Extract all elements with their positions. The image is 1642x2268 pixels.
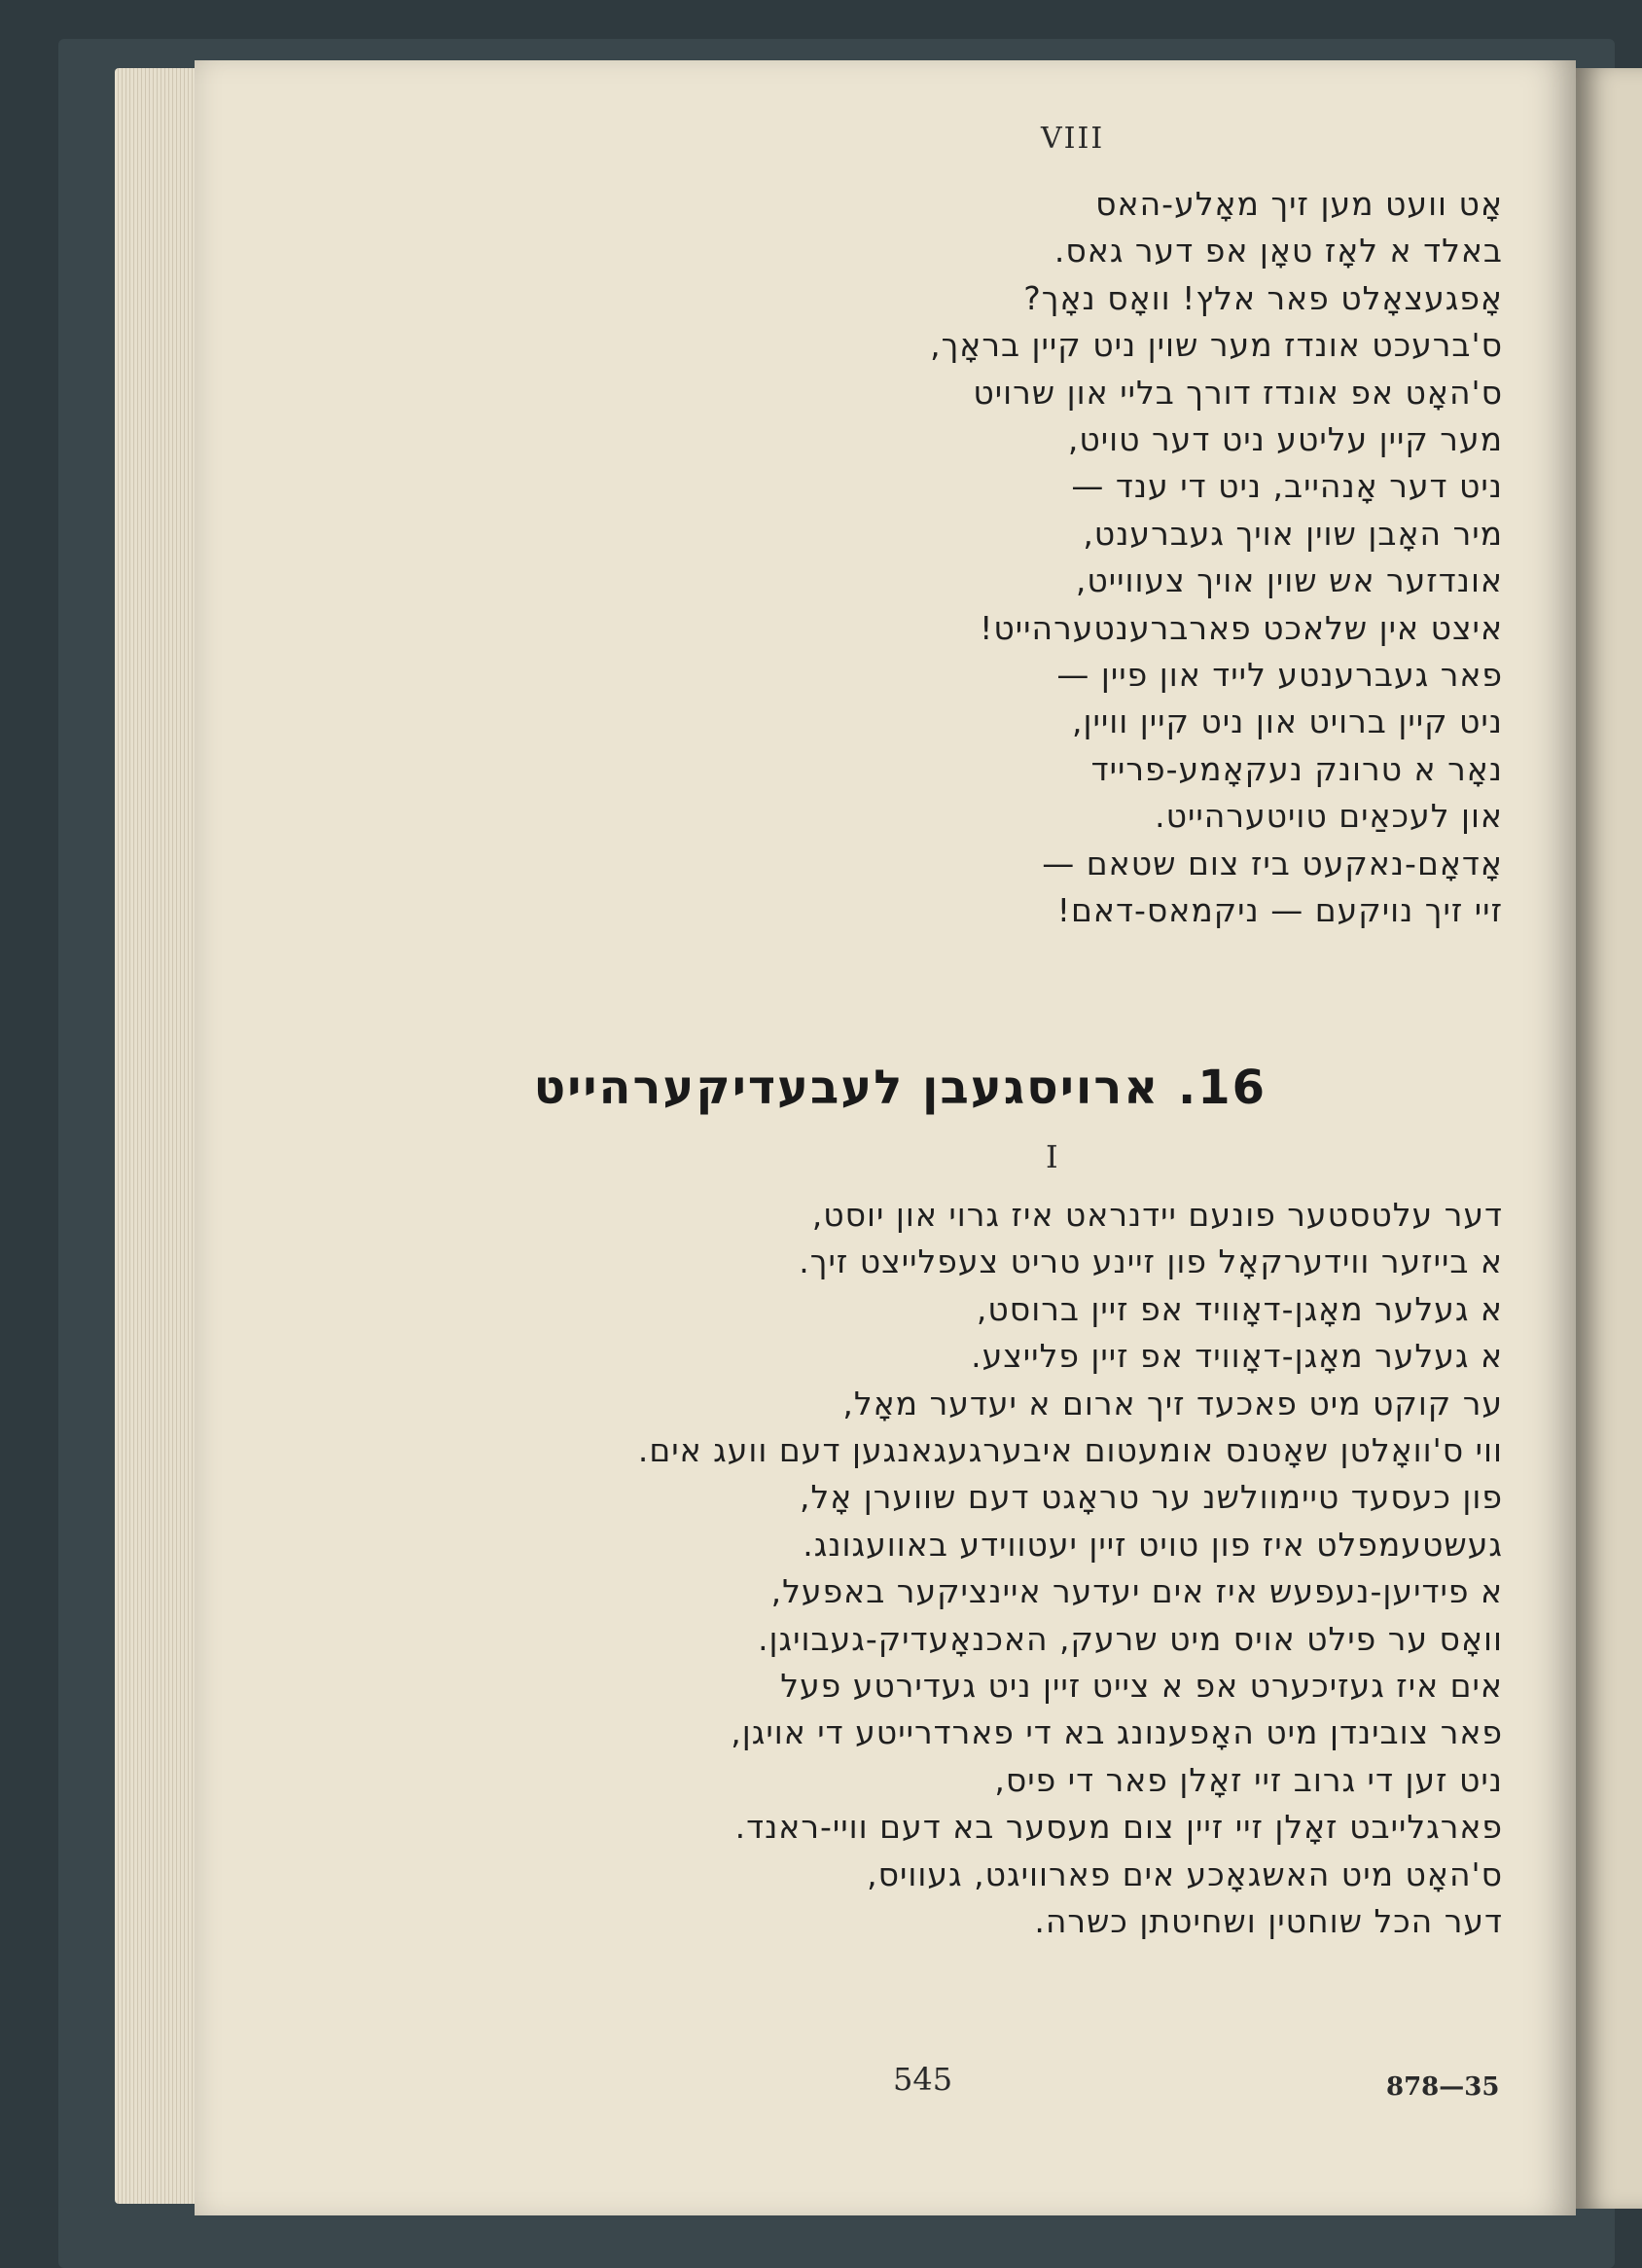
poem-line: פארגלייבט זאָלן זיי זיין צום מעסער בא דעם וויי-ראנד.	[734, 1808, 1503, 1847]
poem-line: ס'ברעכט אונדז מער שוין ניט קיין בראָך,	[930, 326, 1503, 365]
poem-line: א געלער מאָגן-דאָוויד אפ זיין ברוסט,	[976, 1289, 1503, 1328]
poem-line: ס'האָט מיט האשגאָכע אים פארוויגט, געוויס,	[867, 1854, 1503, 1893]
poem-line: אָפגעצאָלט פאר אלץ! וואָס נאָך?	[1023, 278, 1503, 317]
running-head: VIII	[1041, 122, 1105, 156]
poem-line: אונדזער אש שוין אויך צעווייט,	[1075, 561, 1503, 600]
poem-line: אים איז געזיכערט אפ א צייט זיין ניט געדירטע פעל	[780, 1667, 1503, 1706]
poem-line: איצט אין שלאכט פארברענטערהייט!	[980, 608, 1503, 647]
poem-line: א בייזער ווידערקאָל פון זיינע טריט צעפלייצט זיך.	[799, 1242, 1503, 1281]
poem-line: און לעכאַים טויטערהייט.	[1155, 797, 1503, 836]
poem-line: ניט דער אָנהייב, ניט די ענד —	[1071, 467, 1503, 506]
poem-line: פאר צובינדן מיט האָפענונג בא די פארדרייטע די אויגן,	[731, 1713, 1503, 1752]
page-number: 545	[893, 2061, 953, 2098]
section-number: I	[1046, 1138, 1058, 1175]
poem-heading: 16. ארויסגעבן לעבעדיקערהייט	[533, 1061, 1267, 1115]
poem-line: ווי ס'וואָלטן שאָטנס אומעטום איבערגעגאנגען דעם וועג אים.	[637, 1431, 1503, 1470]
poem-line: אָט וועט מען זיך מאָלע-האס	[1095, 185, 1503, 223]
poem-line: דער הכל שוחטין ושחיטתן כשרה.	[1034, 1902, 1503, 1941]
poem-top	[930, 181, 1503, 935]
signature-mark: 878—35	[1386, 2072, 1500, 2102]
poem-line: וואָס ער פילט אויס מיט שרעק, האכנאָעדיק-געבויגן.	[758, 1619, 1503, 1658]
poem-line: זיי זיך נויקעם — ניקמאס-דאם!	[1056, 891, 1503, 930]
facing-page-edge	[1576, 68, 1642, 2209]
poem-line: פאר געברענטע לייד און פיין —	[1056, 656, 1503, 695]
poem-line: פון כעסעד טיימוולשנ ער טראָגט דעם שווערן אָל,	[800, 1478, 1503, 1517]
poem-line: ניט זען די גרוב זיי זאָלן פאר די פיס,	[994, 1760, 1503, 1799]
poem-line: א פידיען-נעפעש איז אים יעדער איינציקער באפעל,	[770, 1572, 1503, 1611]
poem-line: ניט קיין ברויט און ניט קיין וויין,	[1072, 702, 1503, 741]
poem-line: נאָר א טרונק נעקאָמע-פרייד	[1090, 749, 1503, 788]
poem-bottom	[638, 1192, 1503, 1946]
poem-line: באלד א לאָז טאָן אפ דער גאס.	[1053, 232, 1503, 270]
poem-line: ס'האָט אפ אונדז דורך בליי און שרויט	[973, 373, 1503, 412]
poem-line: דער עלטסטער פונעם יידנראט איז גרוי און יוסט,	[811, 1196, 1503, 1234]
poem-line: מער קיין עליטע ניט דער טויט,	[1067, 420, 1503, 459]
poem-line: ער קוקט מיט פאכעד זיך ארום א יעדער מאָל,	[842, 1384, 1503, 1422]
poem-line: געשטעמפלט איז פון טויט זיין יעטווידע באוועגונג.	[803, 1525, 1503, 1564]
poem-line: מיר האָבן שוין אויך געברענט,	[1083, 514, 1503, 553]
poem-line: אָדאָם-נאקעט ביז צום שטאם —	[1042, 844, 1503, 882]
poem-line: א געלער מאָגן-דאָוויד אפ זיין פלייצע.	[971, 1337, 1503, 1376]
